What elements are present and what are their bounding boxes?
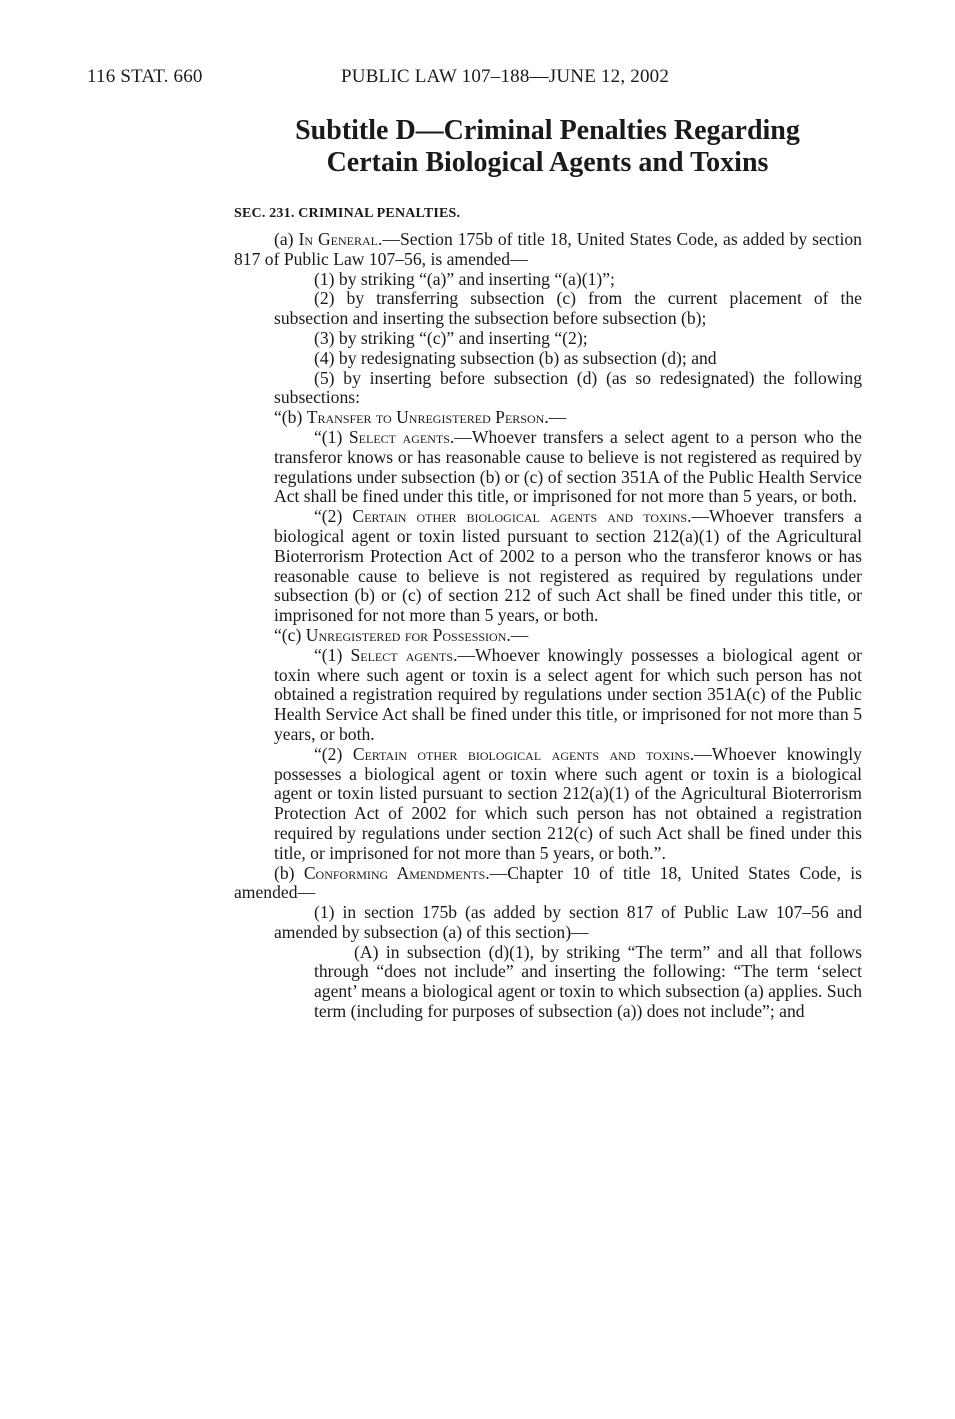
paragraph-heading: Select agents	[348, 426, 450, 447]
paragraph-text: (3) by striking “(c)” and inserting “(2);	[314, 327, 588, 348]
paragraph-heading: In General	[298, 229, 378, 249]
paragraph	[234, 428, 862, 507]
paragraph-text: (A) in subsection (d)(1), by striking “The term” and all that follows through “does not include” and inserting the following: “The term ‘select agent’ means a biological agent or toxin to which subsection (a) applies. Such term (including for purposes of subsection (a)) does not include”; and	[314, 941, 862, 1022]
paragraph-text: .—Whoever knowingly possesses a biological agent or toxin where such agent or toxin is a biological agent or toxin listed pursuant to section 212(a)(1) of the Agricultural Bioterrorism Protection Act of 2002 for which such person has not obtained a registration required by regulations under section 212(c) of such Act shall be fined under this title, or imprisoned for not more than 5 years, or both.”.	[274, 743, 862, 863]
paragraph	[234, 289, 862, 329]
paragraph-text: .—Whoever transfers a biological agent or toxin listed pursuant to section 212(a)(1) of the Agricultural Bioterrorism Protection Act of 2002 to a person who the transferor knows or has reasonable cause to believe is not registered as required by regulations under subsection (b) or (c) of section 212 of such Act shall be fined under this title, or imprisoned for not more than 5 years, or both.	[274, 506, 862, 626]
subtitle-heading	[200, 115, 895, 179]
paragraph-heading: Certain other biological agents and toxins	[352, 506, 688, 527]
paragraph-text: “(1)	[314, 426, 349, 447]
paragraph-text: (4) by redesignating subsection (b) as subsection (d); and	[314, 347, 717, 368]
paragraph	[234, 408, 862, 428]
paragraph-heading: Conforming Amendments	[303, 862, 486, 883]
paragraph-text: (b)	[274, 862, 304, 883]
paragraph-text: .—	[506, 624, 529, 645]
paragraph	[234, 507, 862, 626]
paragraph-text: .—Section 175b of title 18, United States Code, as added by section 817 of Public Law 107–56, is amended—	[234, 229, 862, 269]
paragraph	[234, 626, 862, 646]
paragraph-text: “(2)	[314, 506, 353, 527]
paragraph-heading: Certain other biological agents and toxins	[352, 743, 690, 764]
paragraph-text: “(c)	[274, 624, 306, 645]
paragraph-heading: Unregistered for Possession	[305, 624, 507, 645]
paragraph-text: (1) in section 175b (as added by section 817 of Public Law 107–56 and amended by subsection (a) of this section)—	[274, 902, 862, 942]
paragraph-text: .—	[544, 407, 567, 428]
paragraph	[234, 329, 862, 349]
section-body	[234, 230, 862, 1022]
paragraph	[234, 745, 862, 864]
subtitle-line-2: Certain Biological Agents and Toxins	[326, 147, 769, 178]
paragraph	[234, 646, 862, 745]
paragraph	[234, 864, 862, 904]
paragraph-text: (a)	[274, 229, 299, 249]
public-law-date: PUBLIC LAW 107–188—JUNE 12, 2002	[341, 66, 670, 87]
paragraph	[234, 903, 862, 943]
paragraph-text: .—Chapter 10 of title 18, United States Code, is amended—	[234, 862, 862, 903]
paragraph-heading: Transfer to Unregistered Person	[306, 407, 545, 428]
paragraph	[234, 349, 862, 369]
section-heading: SEC. 231. CRIMINAL PENALTIES.	[234, 206, 461, 221]
statute-page-number: 116 STAT. 660	[87, 66, 203, 87]
paragraph-text: .—Whoever transfers a select agent to a person who the transferor knows or has reasonable cause to believe is not registered as required by regulations under subsection (b) or (c) of section 351A of the Public Health Service Act shall be fined under this title, or imprisoned for not more than 5 years, or both.	[274, 426, 862, 507]
paragraph-text: (1) by striking “(a)” and inserting “(a)(1)”;	[314, 268, 615, 289]
paragraph	[234, 943, 862, 1022]
paragraph-text: (2) by transferring subsection (c) from the current placement of the subsection and inserting the subsection before subsection (b);	[274, 288, 862, 329]
paragraph-text: .—Whoever knowingly possesses a biological agent or toxin where such agent or toxin is a select agent for which such person has not obtained a registration required by regulations under section 351A(c) of the Public Health Service Act shall be fined under this title, or imprisoned for not more than 5 years, or both.	[274, 644, 862, 744]
paragraph-text: (5) by inserting before subsection (d) (as so redesignated) the following subsections:	[274, 367, 862, 408]
paragraph	[234, 270, 862, 290]
paragraph	[234, 230, 862, 270]
paragraph-text: “(b)	[274, 407, 307, 428]
paragraph	[234, 369, 862, 409]
paragraph-heading: Select agents	[350, 644, 454, 665]
paragraph-text: “(1)	[314, 644, 351, 665]
subtitle-line-1: Subtitle D—Criminal Penalties Regarding	[295, 115, 800, 146]
paragraph-text: “(2)	[314, 743, 353, 764]
